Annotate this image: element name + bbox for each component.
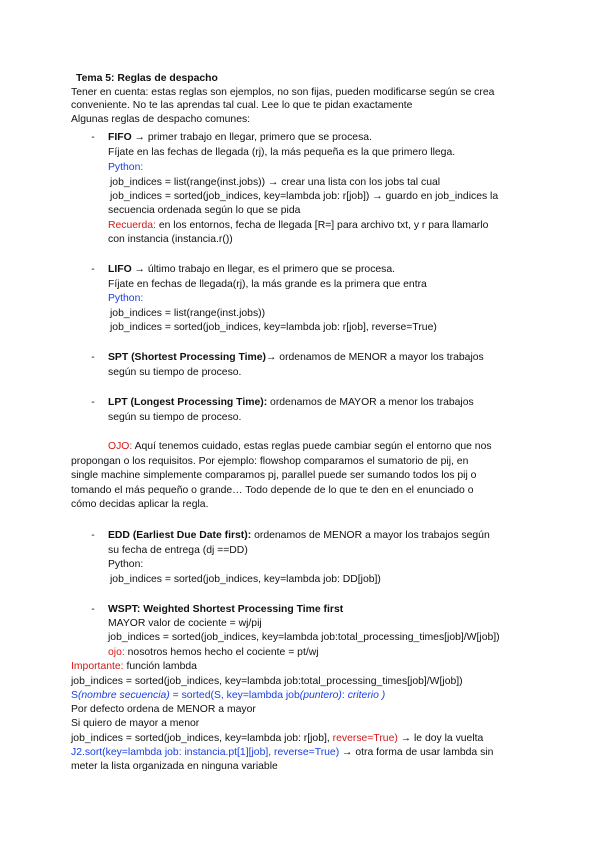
spt-heading <box>108 351 484 364</box>
bullet-dash: - <box>91 352 95 363</box>
wspt-ojo-text: nosotros hemos hecho el cociente = pt/wj <box>124 647 319 658</box>
lifo-name: LIFO <box>108 264 132 275</box>
lambda-syntax-s: S <box>71 690 78 701</box>
edd-python-label: Python: <box>108 559 144 570</box>
ojo-label: OJO: <box>108 441 133 452</box>
ojo-line: single machine simplemente comparamos pj, parallel puede ser sumando todos los pij o <box>71 470 477 481</box>
importante-text: función lambda <box>123 661 197 672</box>
lambda-syntax-name: (nombre secuencia) <box>77 690 170 701</box>
bullet-dash: - <box>91 530 95 541</box>
ojo-paragraph <box>108 440 492 453</box>
recuerda-text: en los entornos, fecha de llegada [R=] para archivo txt, y r para llamarlo <box>155 220 489 231</box>
spt-desc-cont: según su tiempo de proceso. <box>108 367 242 378</box>
lifo-python-label: Python: <box>108 293 144 304</box>
bullet-dash: - <box>91 264 95 275</box>
reverse-order-note: Si quiero de mayor a menor <box>71 718 200 729</box>
lambda-syntax-criterio: criterio ) <box>347 690 386 701</box>
reverse-code-note: → le doy la vuelta <box>397 733 484 744</box>
importante-label: Importante: <box>71 661 124 672</box>
reverse-code-a: job_indices = sorted(job_indices, key=lambda job: r[job], <box>71 733 333 744</box>
j2-sort-code <box>71 746 493 759</box>
lpt-name: LPT (Longest Processing Time): <box>108 397 268 408</box>
edd-name: EDD (Earliest Due Date first): <box>108 530 252 541</box>
wspt-name: WSPT: Weighted Shortest Processing Time first <box>108 604 344 615</box>
fifo-note: Fíjate en las fechas de llegada (rj), la más pequeña es la que primero llega. <box>108 147 456 158</box>
lambda-syntax-sorted: = sorted(S, key=lambda job <box>169 690 300 701</box>
fifo-recuerda <box>108 219 488 232</box>
lpt-desc: ordenamos de MAYOR a menor los trabajos <box>267 397 474 408</box>
lambda-syntax <box>71 689 385 702</box>
intro-line: Algunas reglas de despacho comunes: <box>71 114 251 125</box>
j2-sort-note-cont: meter la lista organizada en ninguna variable <box>71 761 278 772</box>
importante-heading <box>71 660 197 673</box>
j2-sort-call: J2.sort(key=lambda job: instancia.pt[1][job], reverse=True) <box>71 747 340 758</box>
lpt-desc-cont: según su tiempo de proceso. <box>108 412 242 423</box>
edd-code: job_indices = sorted(job_indices, key=lambda job: DD[job]) <box>110 574 381 585</box>
recuerda-label: Recuerda: <box>108 220 156 231</box>
lifo-note: Fíjate en fechas de llegada(rj), la más grande es la primera que entra <box>108 279 427 290</box>
lifo-code: job_indices = sorted(job_indices, key=lambda job: r[job], reverse=True) <box>110 322 437 333</box>
lifo-heading <box>108 263 395 276</box>
reverse-code-flag: reverse=True) <box>332 733 398 744</box>
j2-sort-note: → otra forma de usar lambda sin <box>339 747 494 758</box>
wspt-code: job_indices = sorted(job_indices, key=lambda job:total_processing_times[job]/W[job]) <box>108 632 500 643</box>
spt-desc: → ordenamos de MENOR a mayor los trabajos <box>266 352 484 363</box>
lifo-code: job_indices = list(range(inst.jobs)) <box>110 308 266 319</box>
ojo-line: tomando el más pequeño o grande… Todo depende de lo que te den en el enunciado o <box>71 485 474 496</box>
ojo-text: Aquí tenemos cuidado, estas reglas puede cambiar según el entorno que nos <box>132 441 492 452</box>
fifo-python-label: Python: <box>108 162 144 173</box>
ojo-line: cómo decidas aplicar la regla. <box>71 499 209 510</box>
intro-line: Tener en cuenta: estas reglas son ejemplos, no son fijas, pueden modificarse según se crea <box>71 87 495 98</box>
ojo-line: propongan o los requisitos. Por ejemplo: flowshop comparamos el sumatorio de pij, en <box>71 456 469 467</box>
lifo-desc: → último trabajo en llegar, es el primero que se procesa. <box>131 264 396 275</box>
intro-line: conveniente. No te las aprendas tal cual. Lee lo que te pidan exactamente <box>71 100 413 111</box>
spt-name: SPT (Shortest Processing Time) <box>108 352 267 363</box>
fifo-code: job_indices = list(range(inst.jobs)) → crear una lista con los jobs tal cual <box>110 177 441 188</box>
wspt-line: MAYOR valor de cociente = wj/pij <box>108 618 262 629</box>
default-order-note: Por defecto ordena de MENOR a mayor <box>71 704 256 715</box>
fifo-heading <box>108 131 372 144</box>
lpt-heading <box>108 396 474 409</box>
fifo-recuerda-cont: con instancia (instancia.r()) <box>108 234 233 245</box>
fifo-desc: → primer trabajo en llegar, primero que se procesa. <box>131 132 372 143</box>
importante-code: job_indices = sorted(job_indices, key=lambda job:total_processing_times[job]/W[job]) <box>71 676 463 687</box>
bullet-dash: - <box>91 397 95 408</box>
edd-heading <box>108 529 490 542</box>
wspt-ojo-label: ojo: <box>108 647 125 658</box>
wspt-ojo <box>108 646 319 659</box>
reverse-code <box>71 732 483 745</box>
edd-desc-cont: su fecha de entrega (dj ==DD) <box>108 545 248 556</box>
fifo-name: FIFO <box>108 132 132 143</box>
page-title: Tema 5: Reglas de despacho <box>76 73 218 84</box>
bullet-dash: - <box>91 132 95 143</box>
fifo-code: secuencia ordenada según lo que se pida <box>108 205 301 216</box>
bullet-dash: - <box>91 604 95 615</box>
edd-desc: ordenamos de MENOR a mayor los trabajos según <box>251 530 490 541</box>
fifo-code: job_indices = sorted(job_indices, key=lambda job: r[job]) → guardo en job_indices la <box>110 191 499 202</box>
lambda-syntax-pointer: (puntero) <box>299 690 342 701</box>
lambda-syntax-colon: : <box>341 690 348 701</box>
